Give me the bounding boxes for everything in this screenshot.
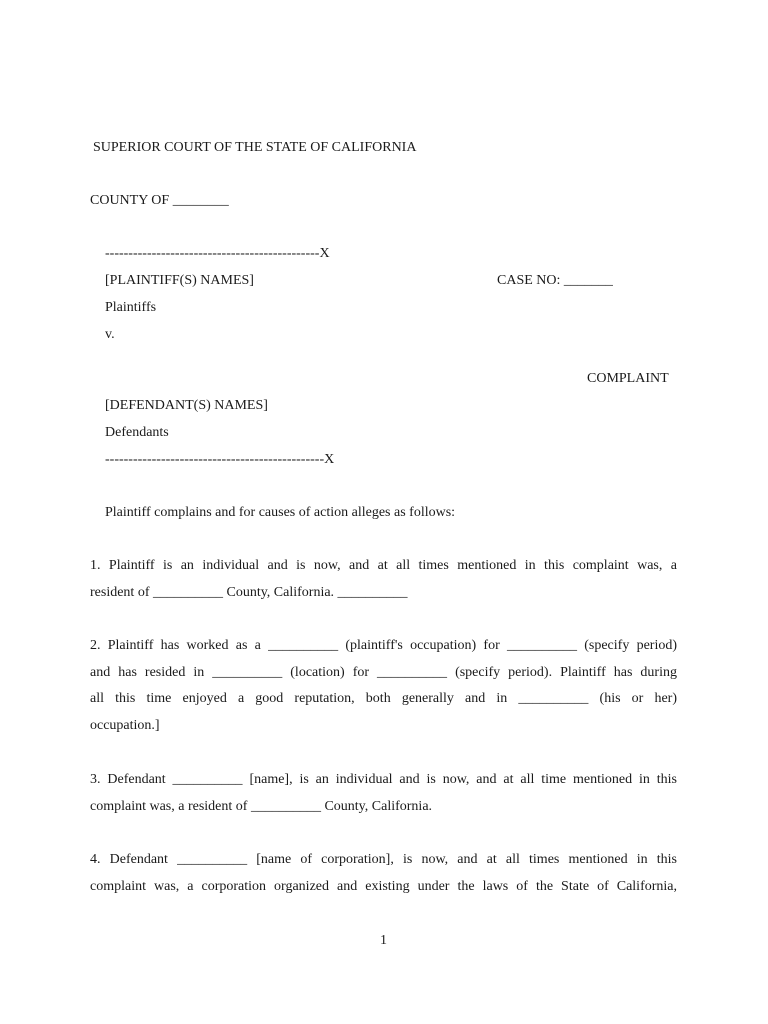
paragraph-line: and has resided in __________ (location) for __________ (specify period). Plaintiff has during <box>90 664 677 680</box>
caption-rule-bottom: -----------------------------------------------X <box>105 452 335 467</box>
plaintiff-names: [PLAINTIFF(S) NAMES] <box>105 273 254 288</box>
paragraph-line: occupation.] <box>90 718 160 734</box>
caption-rule-top: ----------------------------------------------X <box>105 246 330 261</box>
paragraph-3 <box>90 767 677 820</box>
court-title: SUPERIOR COURT OF THE STATE OF CALIFORNIA <box>93 140 417 155</box>
versus-label: v. <box>105 327 115 342</box>
paragraph-2 <box>90 633 677 740</box>
complaint-title: COMPLAINT <box>587 371 669 386</box>
paragraph-line: 2. Plaintiff has worked as a __________ (plaintiff's occupation) for __________ (specify period) <box>90 638 677 653</box>
paragraph-4 <box>90 847 677 900</box>
case-number: CASE NO: _______ <box>497 273 613 288</box>
paragraph-line: 1. Plaintiff is an individual and is now, and at all times mentioned in this complaint was, a <box>90 558 677 573</box>
paragraph-line: 3. Defendant __________ [name], is an individual and is now, and at all time mentioned in this <box>90 772 677 787</box>
page-number: 1 <box>380 933 387 948</box>
defendants-label: Defendants <box>105 425 169 440</box>
paragraph-line: all this time enjoyed a good reputation, both generally and in __________ (his or her) <box>90 691 677 707</box>
intro-text: Plaintiff complains and for causes of action alleges as follows: <box>105 505 456 520</box>
paragraph-line: complaint was, a corporation organized and existing under the laws of the State of California, <box>90 878 677 894</box>
paragraph-line: complaint was, a resident of __________ County, California. <box>90 798 433 814</box>
paragraph-line: 4. Defendant __________ [name of corporation], is now, and at all times mentioned in this <box>90 852 677 867</box>
county-line: COUNTY OF ________ <box>90 193 229 208</box>
defendant-names: [DEFENDANT(S) NAMES] <box>105 398 268 413</box>
plaintiffs-label: Plaintiffs <box>105 300 157 315</box>
paragraph-line: resident of __________ County, California. __________ <box>90 584 408 600</box>
paragraph-1 <box>90 553 677 606</box>
